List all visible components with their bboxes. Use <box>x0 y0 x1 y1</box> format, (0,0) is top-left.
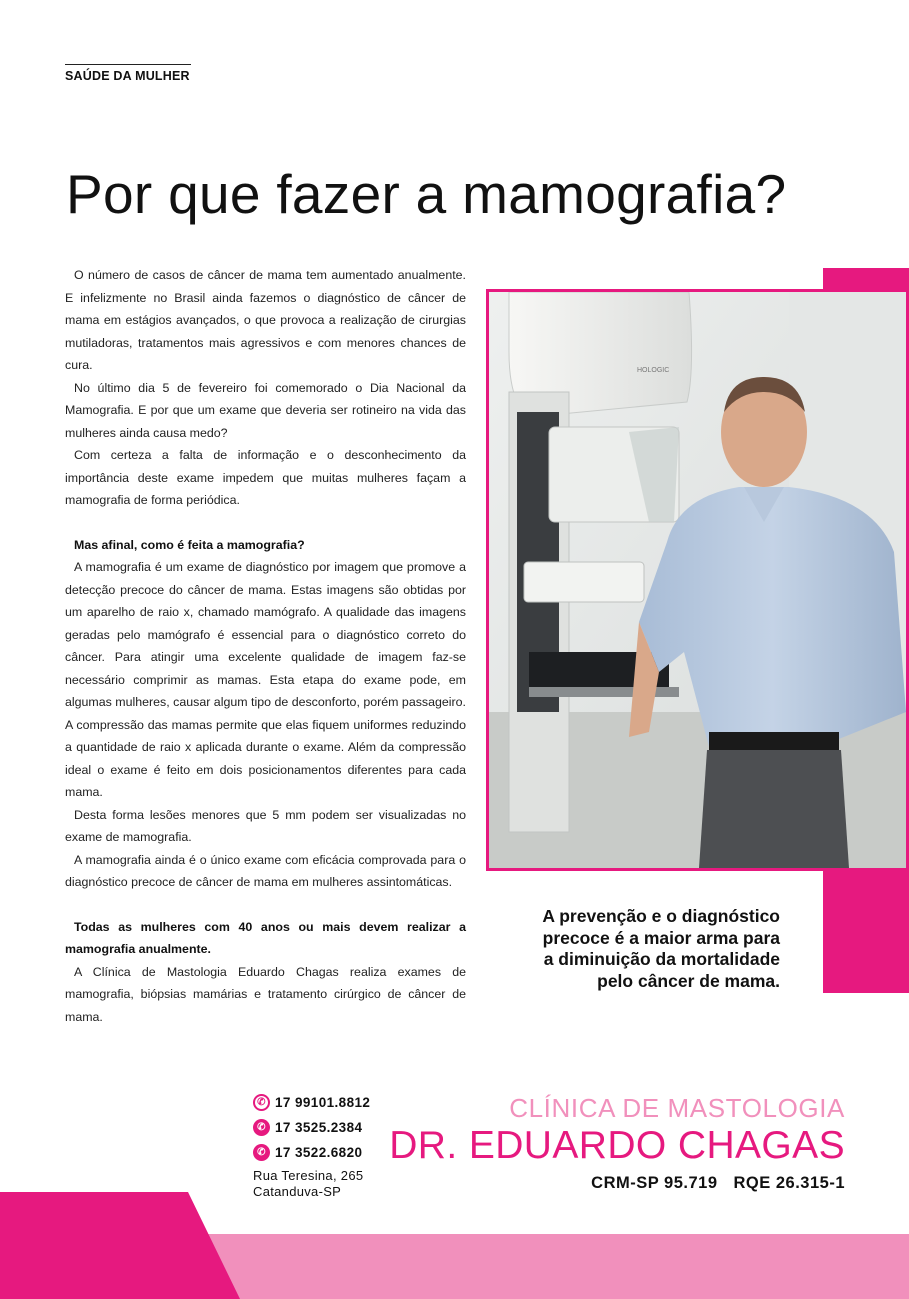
contact-block <box>253 1090 370 1199</box>
section-label: SAÚDE DA MULHER <box>65 69 190 83</box>
emphasis-statement: Todas as mulheres com 40 anos ou mais devem realizar a mamografia anualmente. <box>65 919 466 956</box>
paragraph: A mamografia ainda é o único exame com eficácia comprovada para o diagnóstico precoce de câncer de mama em mulheres assintomáticas. <box>65 852 466 889</box>
rqe-number: RQE 26.315-1 <box>733 1174 845 1192</box>
clinic-signature <box>389 1093 845 1194</box>
paragraph: Desta forma lesões menores que 5 mm podem ser visualizadas no exame de mamografia. <box>65 807 466 844</box>
paragraph: O número de casos de câncer de mama tem aumentado anualmente. E infelizmente no Brasil ainda fazemos o diagnóstico de câncer de mama em estágios avançados, o que provoca a realização de cirurgias mutiladoras, tratamentos mais agressivos e com menores chances de cura. <box>65 268 466 372</box>
paragraph: A mamografia é um exame de diagnóstico por imagem que promove a detecção precoce do câncer de mama. Estas imagens são obtidas por um aparelho de raio x, chamado mamógrafo. A qualidade das imagens geradas pelo mamógrafo é essencial para o diagnóstico correto do câncer. Para atingir uma excelente qualidade de imagem faz-se necessário comprimir as mamas. Esta etapa do exame pode, em algumas mulheres, causar algum tipo de desconforto, porém passageiro. A compressão das mamas permite que elas fiquem uniformes reduzindo a quantidade de raio x aplicada durante o exame. Além da compressão ideal o exame é feito em dois posicionamentos diferentes para cada mama. <box>65 560 466 799</box>
phone-number[interactable]: 17 3525.2384 <box>275 1120 363 1135</box>
article-body <box>65 264 466 1028</box>
footer-light-band <box>207 1234 909 1299</box>
section-rule <box>65 64 191 65</box>
machine-brand: HOLOGIC <box>637 367 670 374</box>
doctor-photo <box>486 289 909 871</box>
doctor-name: DR. EDUARDO CHAGAS <box>389 1124 845 1167</box>
subheading: Mas afinal, como é feita a mamografia? <box>74 537 305 552</box>
phone-icon: ✆ <box>253 1144 270 1161</box>
paragraph: A Clínica de Mastologia Eduardo Chagas realiza exames de mamografia, biópsias mamárias e tratamento cirúrgico de câncer de mama. <box>65 964 466 1024</box>
pull-quote-line: A prevenção e o diagnóstico <box>542 906 780 926</box>
pull-quote-line: a diminuição da mortalidade <box>543 949 780 969</box>
phone-row <box>253 1140 370 1165</box>
phone-row <box>253 1115 370 1140</box>
paragraph: Com certeza a falta de informação e o desconhecimento da importância deste exame impedem que muitas mulheres façam a mamografia de forma periódica. <box>65 448 466 507</box>
pull-quote-line: precoce é a maior arma para <box>542 927 780 948</box>
pull-quote-line: pelo câncer de mama. <box>597 970 780 991</box>
phone-number[interactable]: 17 99101.8812 <box>275 1095 371 1110</box>
phone-icon: ✆ <box>253 1119 270 1136</box>
clinic-name: CLÍNICA DE MASTOLOGIA <box>509 1093 845 1123</box>
phone-row <box>253 1090 370 1115</box>
phone-number[interactable]: 17 3522.6820 <box>275 1145 363 1160</box>
crm-number: CRM-SP 95.719 <box>591 1174 718 1192</box>
whatsapp-icon: ✆ <box>253 1094 270 1111</box>
footer-pink-shape <box>0 1192 240 1299</box>
headline: Por que fazer a mamografia? <box>66 163 787 225</box>
pull-quote <box>490 906 780 992</box>
credentials <box>389 1172 845 1194</box>
address-city: Catanduva-SP <box>253 1183 342 1199</box>
address-line: Rua Teresina, 265 <box>253 1168 364 1183</box>
paragraph: No último dia 5 de fevereiro foi comemorado o Dia Nacional da Mamografia. E por que um exame que deveria ser rotineiro na vida das mulheres ainda causa medo? <box>65 380 466 440</box>
